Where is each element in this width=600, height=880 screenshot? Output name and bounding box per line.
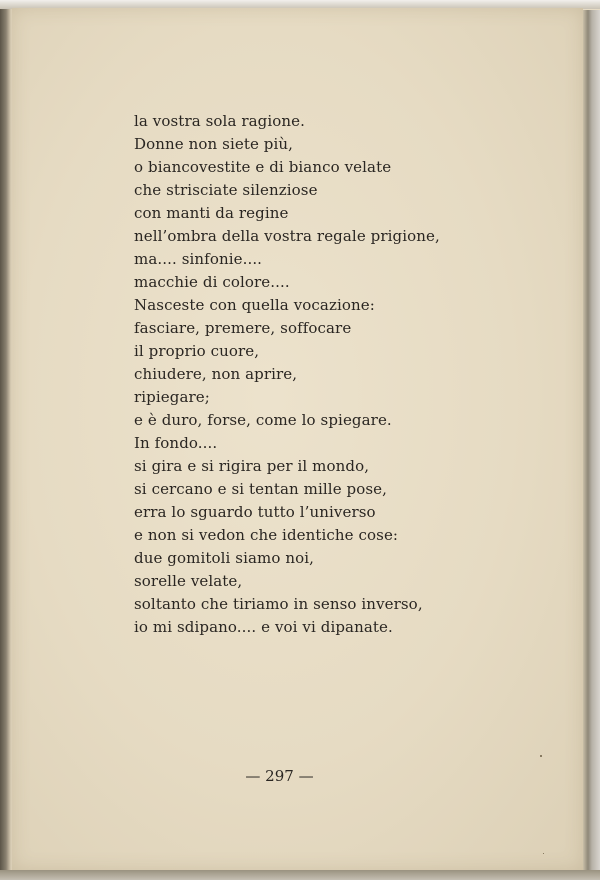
poem-line: Donne non siete più,: [134, 135, 294, 153]
poem-line: ripiegare;: [134, 388, 210, 406]
poem-text: [134, 110, 440, 639]
poem-line: fasciare, premere, soffocare: [134, 319, 352, 337]
poem-line: il proprio cuore,: [134, 342, 260, 360]
poem-line: soltanto che tiriamo in senso inverso,: [134, 595, 423, 613]
poem-line: la vostra sola ragione.: [134, 112, 306, 130]
poem-line: e è duro, forse, come lo spiegare.: [134, 411, 392, 429]
poem-line: o biancovestite e di bianco velate: [134, 158, 392, 176]
book-page: [12, 8, 583, 870]
poem-line: che strisciate silenziose: [134, 181, 318, 199]
poem-line: io mi sdipano.... e voi vi dipanate.: [134, 618, 393, 636]
poem-line: con manti da regine: [134, 204, 289, 222]
poem-line: chiudere, non aprire,: [134, 365, 298, 383]
poem-line: erra lo sguardo tutto l’universo: [134, 503, 376, 521]
poem-line: ma.... sinfonie....: [134, 250, 263, 268]
poem-line: si gira e si rigira per il mondo,: [134, 457, 370, 475]
page-number: — 297 —: [245, 767, 314, 785]
scan-bottom-margin: [0, 870, 600, 880]
poem-line: due gomitoli siamo noi,: [134, 549, 314, 567]
paper-speck: [540, 755, 542, 757]
poem-line: nell’ombra della vostra regale prigione,: [134, 227, 440, 245]
page-stack-edge: [583, 10, 600, 870]
poem-line: Nasceste con quella vocazione:: [134, 296, 375, 314]
poem-line: si cercano e si tentan mille pose,: [134, 480, 388, 498]
poem-line: sorelle velate,: [134, 572, 243, 590]
poem-line: In fondo....: [134, 434, 218, 452]
paper-speck: [543, 853, 544, 854]
poem-line: e non si vedon che identiche cose:: [134, 526, 399, 544]
poem-line: macchie di colore....: [134, 273, 290, 291]
